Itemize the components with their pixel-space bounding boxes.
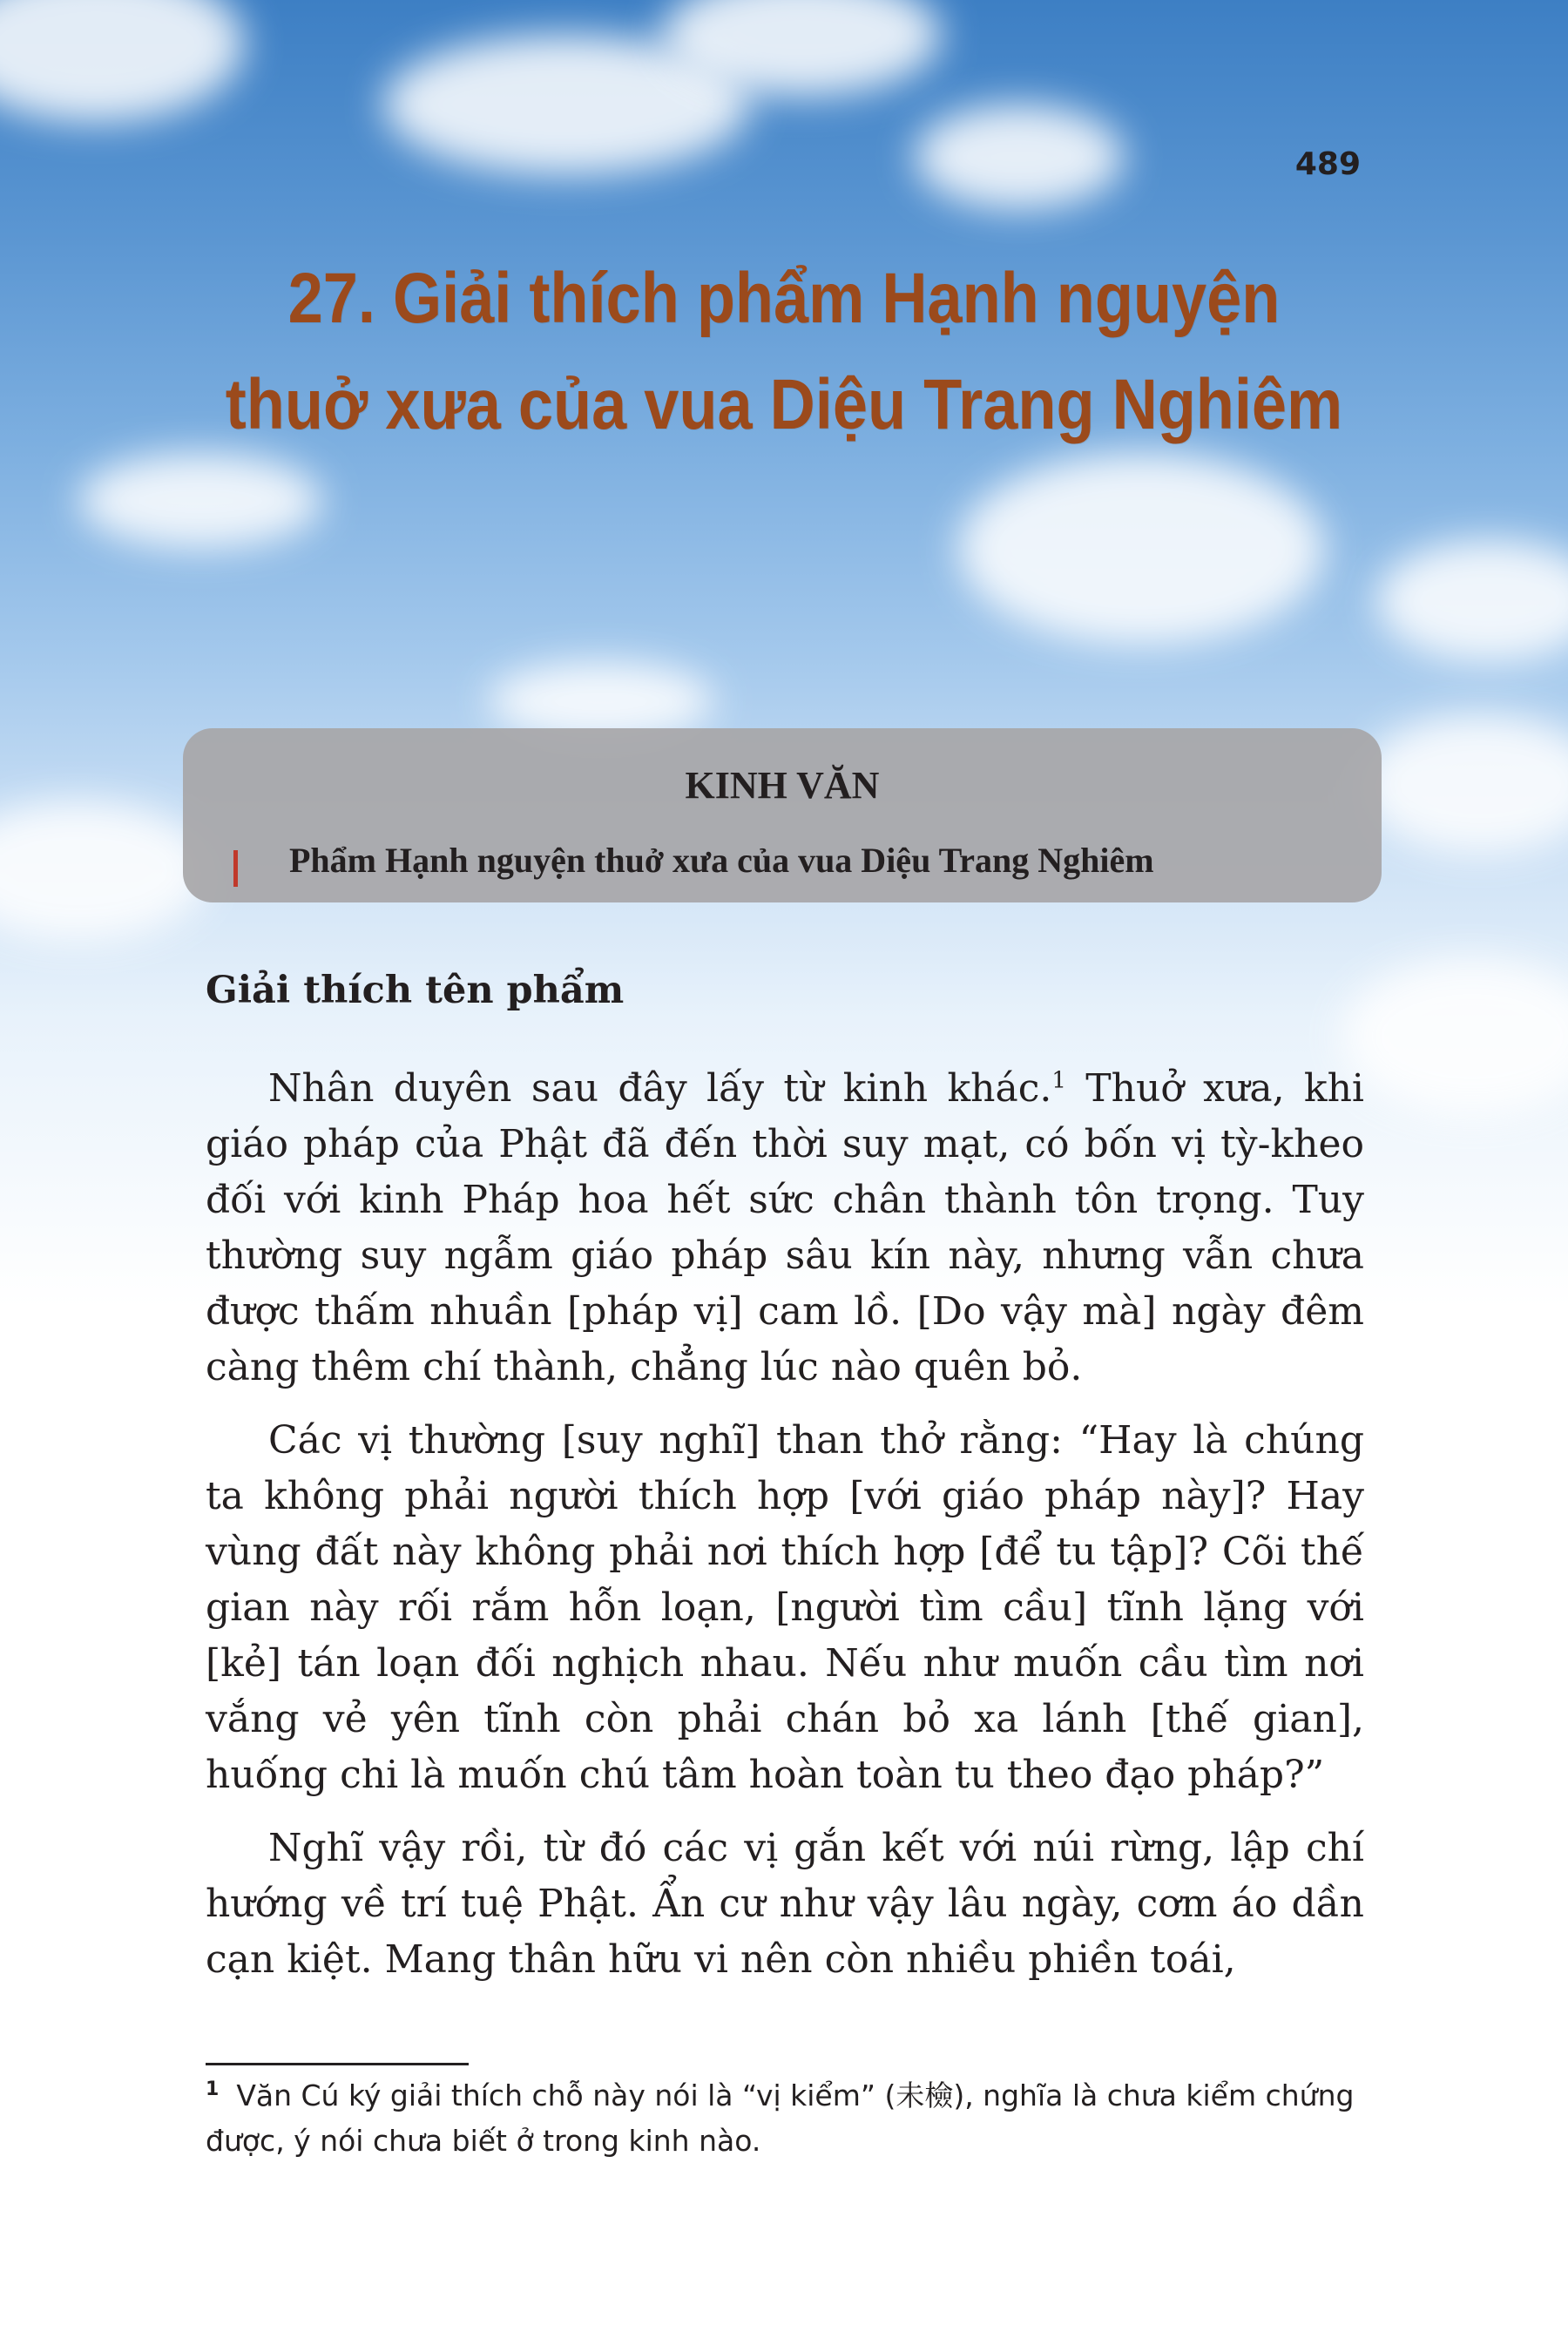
paragraph-1-start: Nhân duyên sau đây lấy từ kinh khác.	[268, 1066, 1052, 1111]
cloud	[915, 105, 1124, 209]
cloud	[78, 453, 322, 549]
paragraph-1	[206, 1061, 1364, 1396]
cloud	[1359, 714, 1568, 854]
cloud	[0, 0, 244, 122]
chapter-title-line-1: 27. Giải thích phẩm Hạnh nguyện	[287, 259, 1281, 338]
cloud	[1342, 958, 1568, 1115]
footnote	[206, 2073, 1364, 2164]
footnote-text: Văn Cú ký giải thích chỗ này nói là “vị kiểm” (未檢), nghĩa là chưa kiểm chứng được, ý nói chưa biết ở trong kinh nào.	[206, 2078, 1355, 2158]
chapter-title-line-2: thuở xưa của vua Diệu Trang Nghiêm	[225, 365, 1343, 444]
body-text	[206, 1061, 1364, 2005]
sutra-line: Phẩm Hạnh nguyện thuở xưa của vua Diệu Trang Nghiêm	[289, 841, 1154, 880]
chapter-title	[94, 246, 1474, 458]
footnote-number: 1	[206, 2078, 220, 2100]
sutra-heading: KINH VĂN	[685, 764, 880, 807]
cloud	[1376, 540, 1568, 662]
cloud	[958, 453, 1324, 645]
sutra-text-box	[183, 728, 1382, 902]
footnote-ref: 1	[1051, 1067, 1066, 1094]
page-number: 489	[1294, 146, 1361, 182]
paragraph-2: Các vị thường [suy nghĩ] than thở rằng: “Hay là chúng ta không phải người thích hợp [với giáo pháp này]? Hay vùng đất này không phải nơi thích hợp [để tu tập]? Cõi thế gian này rối rắm hỗn loạn, [người tìm cầu] tĩnh lặng với [kẻ] tán loạn đối nghịch nhau. Nếu như muốn cầu tìm nơi vắng vẻ yên tĩnh còn phải chán bỏ xa lánh [thế gian], huống chi là muốn chú tâm hoàn toàn tu theo đạo pháp?”	[206, 1418, 1364, 1797]
section-heading: Giải thích tên phẩm	[206, 969, 625, 1012]
cloud	[0, 801, 209, 941]
paragraph-3: Nghĩ vậy rồi, từ đó các vị gắn kết với núi rừng, lập chí hướng về trí tuệ Phật. Ẩn cư như vậy lâu ngày, cơm áo dần cạn kiệt. Mang thân hữu vi nên còn nhiều phiền toái,	[206, 1826, 1364, 1982]
accent-bar	[233, 850, 238, 887]
footnote-divider	[206, 2063, 469, 2065]
paragraph-1-rest: Thuở xưa, khi giáo pháp của Phật đã đến thời suy mạt, có bốn vị tỳ-kheo đối với kinh Pháp hoa hết sức chân thành tôn trọng. Tuy thường suy ngẫm giáo pháp sâu kín này, nhưng vẫn chưa được thấm nhuần [pháp vị] cam lồ. [Do vậy mà] ngày đêm càng thêm chí thành, chẳng lúc nào quên bỏ.	[206, 1066, 1365, 1389]
